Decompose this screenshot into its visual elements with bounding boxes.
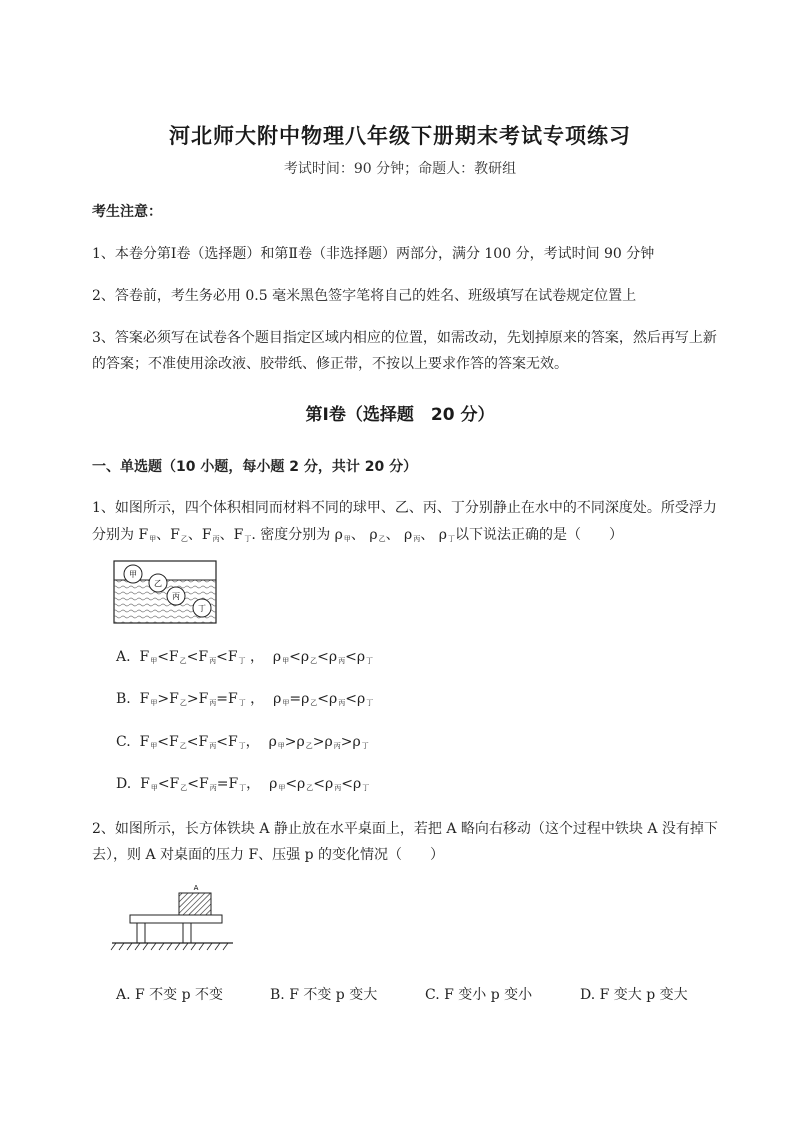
q1-figure-water-tank [113, 560, 218, 626]
ball-ding [193, 599, 211, 617]
svg-text:丁: 丁 [198, 604, 206, 613]
svg-text:丙: 丙 [172, 592, 180, 601]
q1-stem-line1: 1、如图所示，四个体积相同而材料不同的球甲、乙、丙、丁分别静止在水中的不同深度处。所受浮力 [92, 500, 717, 516]
page-title: 河北师大附中物理八年级下册期末考试专项练习 [169, 124, 631, 148]
ball-yi [149, 574, 167, 592]
svg-text:甲: 甲 [129, 570, 137, 579]
section-title: 第Ⅰ卷（选择题 20 分） [305, 405, 495, 425]
notice-heading: 考生注意： [92, 204, 162, 220]
svg-text:乙: 乙 [154, 579, 162, 588]
q2-option-d[interactable]: D. F 变大 p 变大 [580, 987, 688, 1003]
q1-option-c[interactable]: C. $F_甲<F_乙<F_丙<F_丁$， $\rho_甲>\rho_乙>\rho_丙>\rho_丁$ [116, 734, 369, 750]
notice-item-3-cont: 的答案；不准使用涂改液、胶带纸、修正带，不按以上要求作答的答案无效。 [92, 356, 568, 372]
q1-option-a[interactable]: A. $F_甲<F_乙<F_丙<F_丁$ ， $\rho_甲<\rho_乙<\rho_丙<\rho_丁$ [116, 649, 374, 665]
q2-figure-table-block [110, 880, 235, 955]
q2-stem-line1: 2、如图所示，长方体铁块 A 静止放在水平桌面上，若把 A 略向右移动（这个过程中铁块 A 没有掉下 [92, 821, 718, 837]
notice-item-1: 1、本卷分第Ⅰ卷（选择题）和第Ⅱ卷（非选择题）两部分，满分 100 分，考试时间 90 分钟 [92, 246, 655, 262]
q2-option-a[interactable]: A. F 不变 p 不变 [116, 987, 224, 1003]
part-heading: 一、单选题（10 小题，每小题 2 分，共计 20 分） [92, 459, 418, 475]
q1-option-d[interactable]: D. $F_甲<F_乙<F_丙=F_丁$， $\rho_甲<\rho_乙<\rho_丙<\rho_丁$ [116, 776, 370, 792]
q2-option-c[interactable]: C. F 变小 p 变小 [425, 987, 533, 1003]
exam-info: 考试时间：90 分钟；命题人：教研组 [283, 161, 517, 177]
ball-bing [167, 587, 185, 605]
q1-stem-line2: 分别为 $F_甲$、$F_乙$、$F_丙$、$F_丁$. 密度分别为 $\rho_甲$、 $\rho_乙$、 $\rho_丙$、 $\rho_丁$以下说法正确的是（ ） [92, 527, 623, 543]
q2-stem-line2: 去），则 A 对桌面的压力 F、压强 p 的变化情况（ ） [92, 847, 445, 863]
ball-jia [124, 565, 142, 583]
block-label: A [193, 884, 199, 892]
q2-option-b[interactable]: B. F 不变 p 变大 [270, 987, 378, 1003]
notice-item-2: 2、答卷前，考生务必用 0.5 毫米黑色签字笔将自己的姓名、班级填写在试卷规定位置上 [92, 288, 637, 304]
notice-item-3: 3、答案必须写在试卷各个题目指定区域内相应的位置，如需改动，先划掉原来的答案，然后再写上新 [92, 330, 717, 346]
q1-option-b[interactable]: B. $F_甲>F_乙>F_丙=F_丁$ ， $\rho_甲=\rho_乙<\rho_丙<\rho_丁$ [116, 691, 374, 707]
